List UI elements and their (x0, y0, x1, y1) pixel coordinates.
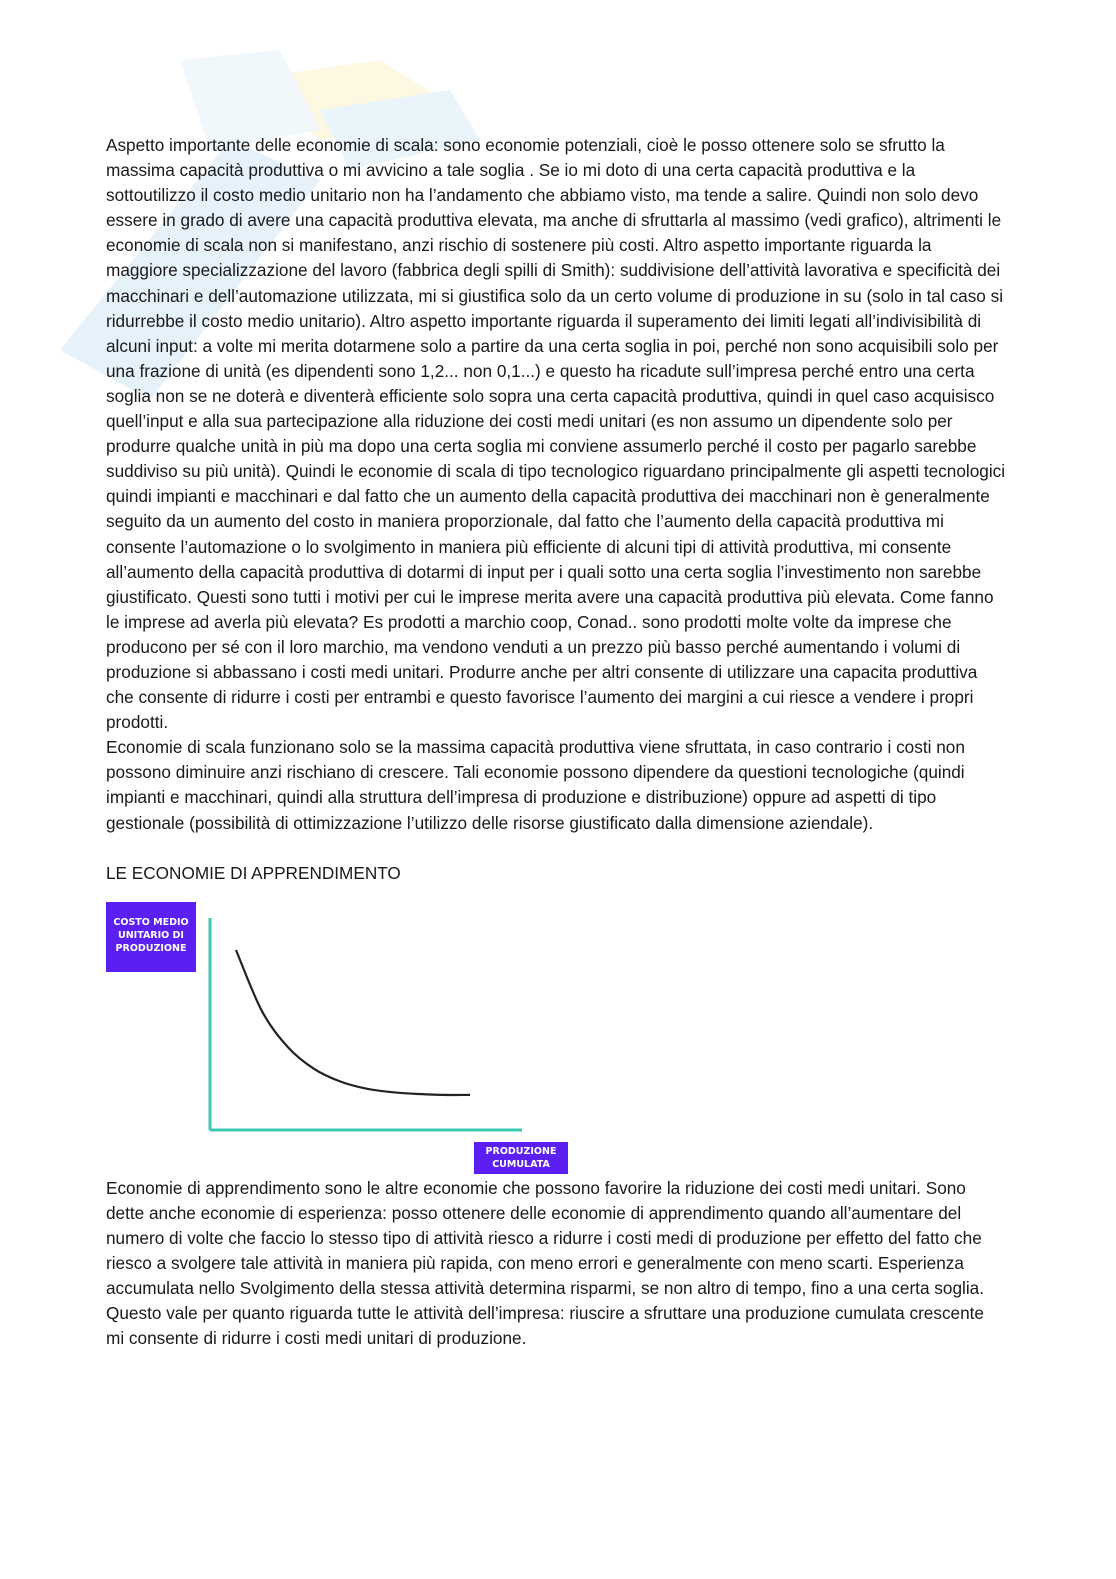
paragraph-economie-di-scala-summary: Economie di scala funzionano solo se la massima capacità produttiva viene sfruttata, in caso contrario i costi non possono diminuire anzi rischiano di crescere. Tali economie possono dipendere da questioni tecnologiche (quindi impianti e macchinari, quindi alla struttura dell’impresa di produzione e distribuzione) oppure ad aspetti di tipo gestionale (possibilità di ottimizzazione l’utilizzo delle risorse giustificato dalla dimensione aziendale). (106, 737, 965, 833)
y-axis-label: COSTO MEDIO UNITARIO DI PRODUZIONE (106, 902, 196, 972)
section-heading: LE ECONOMIE DI APPRENDIMENTO (106, 862, 401, 883)
learning-curve-figure (106, 902, 586, 1174)
x-axis-label: PRODUZIONE CUMULATA (474, 1142, 568, 1174)
document-page (106, 133, 1006, 1351)
paragraph-economie-di-apprendimento: Economie di apprendimento sono le altre economie che possono favorire la riduzione dei costi medi unitari. Sono dette anche economie di esperienza: posso ottenere delle economie di apprendimento quando all’aumentare del numero di volte che faccio lo stesso tipo di attività riesco a ridurre i costi medi di produzione per effetto del fatto che riesco a svolgere tale attività in maniera più rapida, con meno errori e generalmente con meno scarti. Esperienza accumulata nello Svolgimento della stessa attività determina risparmi, se non altro di tempo, fino a una certa soglia. Questo vale per quanto riguarda tutte le attività dell’impresa: riuscire a sfruttare una produzione cumulata crescente mi consente di ridurre i costi medi unitari di produzione. (106, 1177, 984, 1349)
paragraph-economie-di-scala: Aspetto importante delle economie di scala: sono economie potenziali, cioè le posso ottenere solo se sfrutto la massima capacità produttiva o mi avvicino a tale soglia . Se io mi doto di una certa capacità produttiva e la sottoutilizzo il costo medio unitario non ha l’andamento che abbiamo visto, ma tende a salire. Quindi non solo devo essere in grado di avere una capacità produttiva elevata, ma anche di sfruttarla al massimo (vedi grafico), altrimenti le economie di scala non si manifestano, anzi rischio di sostenere più costi. Altro aspetto importante riguarda la maggiore specializzazione del lavoro (fabbrica degli spilli di Smith): suddivisione dell’attività lavorativa e specificità dei macchinari e dell’automazione utilizzata, mi si giustifica solo da un certo volume di produzione in su (solo in tal caso si ridurrebbe il costo medio unitario). Altro aspetto importante riguarda il superamento dei limiti legati all’indivisibilità di alcuni input: a volte mi merita dotarmene solo a partire da una certa soglia in poi, perché non sono acquisibili solo per una frazione di unità (es dipendenti sono 1,2... non 0,1...) e questo ha ricadute sull’impresa perché entro una certa soglia non se ne doterà e diventerà efficiente solo sopra una certa capacità produttiva, quindi in quel caso acquisisco quell’input e alla sua partecipazione alla riduzione dei costi medi unitari (es non assumo un dipendente solo per produrre qualche unità in più ma dopo una certa soglia mi conviene assumerlo perché il costo per pagarlo sarebbe suddiviso su più unità). Quindi le economie di scala di tipo tecnologico riguardano principalmente gli aspetti tecnologici quindi impianti e macchinari e dal fatto che un aumento della capacità produttiva dei macchinari non è generalmente seguito da un aumento del costo in maniera proporzionale, dal fatto che l’aumento della capacità produttiva mi consente l’automazione o lo svolgimento in maniera più efficiente di alcuni tipi di attività produttiva, mi consente all’aumento della capacità produttiva di dotarmi di input per i quali sotto una certa soglia l’investimento non sarebbe giustificato. Questi sono tutti i motivi per cui le imprese merita avere una capacità produttiva più elevata. Come fanno le imprese ad averla più elevata? Es prodotti a marchio coop, Conad.. sono prodotti molte volte da imprese che producono per sé con il loro marchio, ma vendono venduti a un prezzo più basso perché aumentando i volumi di produzione si abbassano i costi medi unitari. Produrre anche per altri consente di utilizzare una capacita produttiva che consente di ridurre i costi per entrambi e questo favorisce l’aumento dei margini a cui riesce a vendere i propri prodotti. (106, 135, 1006, 733)
series-line-costo-medio (236, 950, 470, 1095)
